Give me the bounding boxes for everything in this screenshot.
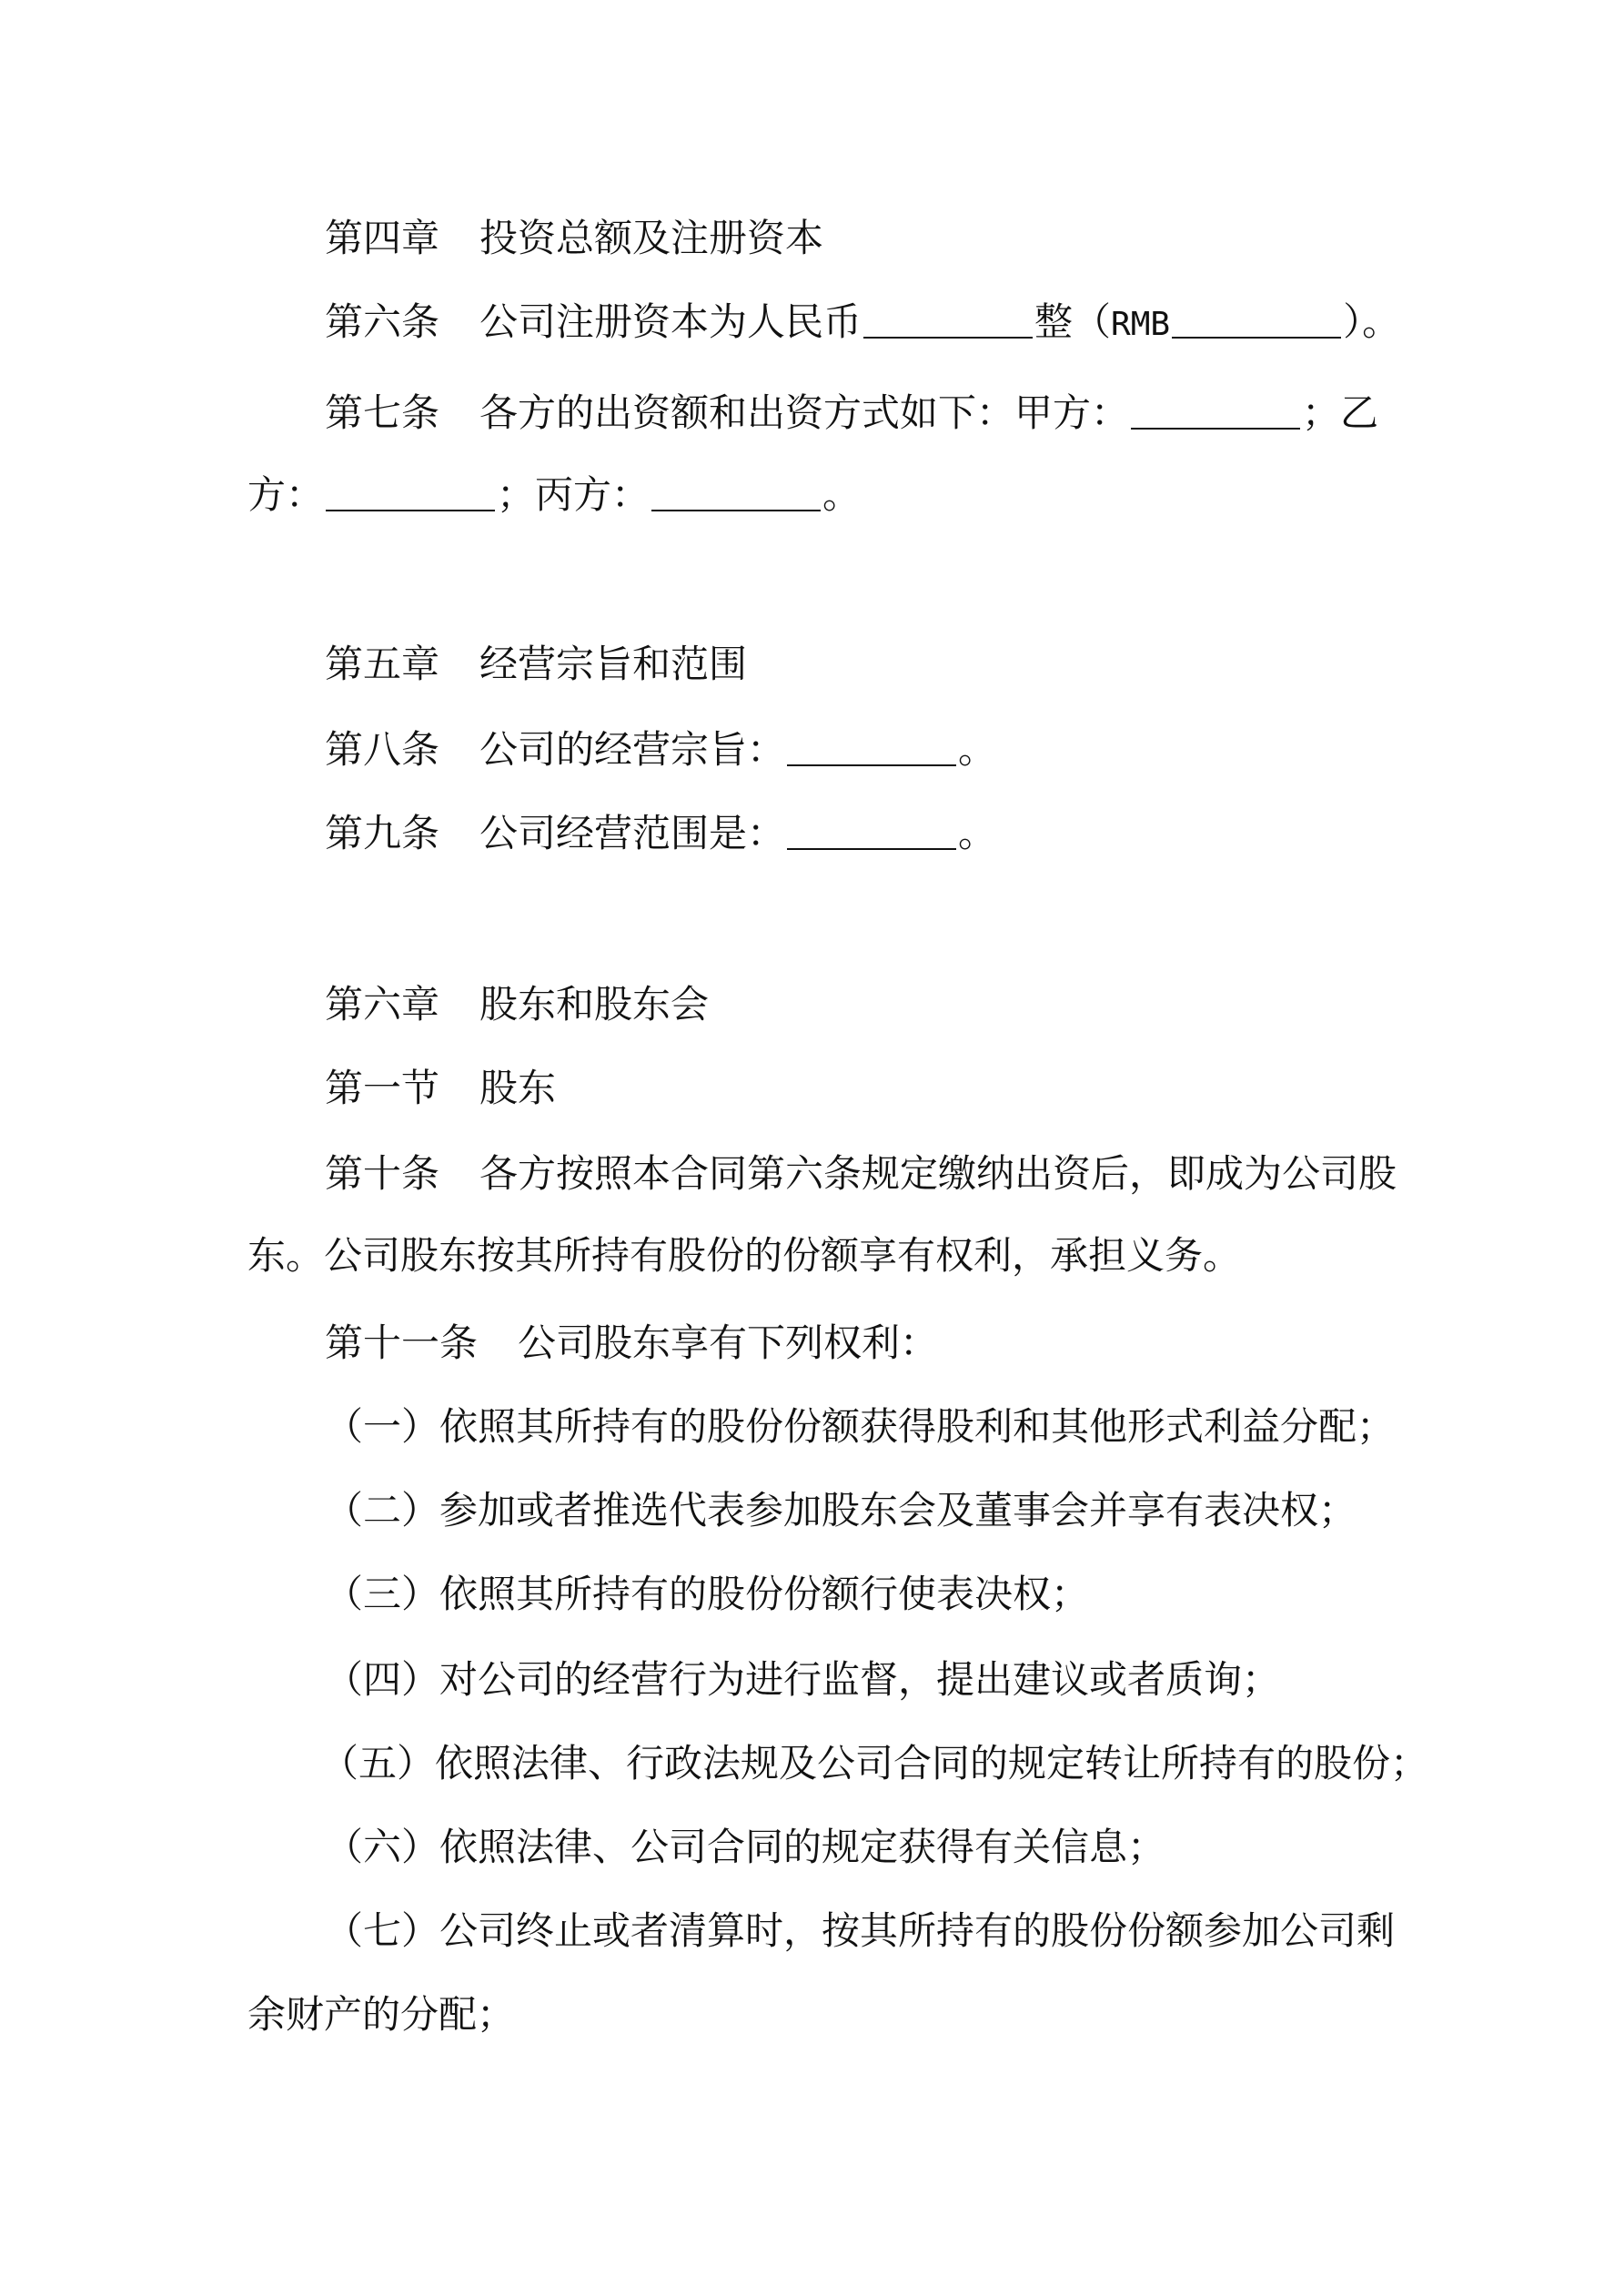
- business-purpose-blank[interactable]: [787, 730, 956, 766]
- article-text: 方：: [247, 472, 325, 517]
- section-label: 第一节: [325, 1066, 440, 1110]
- article-text: 各方的出资额和出资方式如下：甲方：: [479, 390, 1130, 435]
- section-title: 股东: [479, 1066, 557, 1110]
- article-text-after: ）。: [1343, 299, 1401, 344]
- article-10-line-1: [247, 1150, 1453, 1198]
- article-text: 公司经营范围是：: [479, 811, 786, 855]
- article-9: [247, 810, 1453, 857]
- currency-code: RMB: [1111, 306, 1171, 343]
- right-item-7-line-1: （七）公司终止或者清算时，按其所持有的股份份额参加公司剩: [325, 1908, 1396, 1953]
- section-1-heading: [247, 1065, 1453, 1112]
- registered-capital-blank[interactable]: [863, 302, 1033, 339]
- separator-text: ；乙: [1302, 390, 1379, 435]
- article-label: 第七条: [325, 390, 440, 435]
- article-7-line-1: [247, 389, 1453, 437]
- chapter-title: 股东和股东会: [479, 982, 710, 1027]
- party-b-contribution-blank[interactable]: [326, 475, 495, 511]
- right-item-7-line-2: 余财产的分配；: [247, 1992, 516, 2037]
- end-text: 。: [822, 472, 862, 517]
- article-text: 公司的经营宗旨：: [479, 727, 786, 772]
- article-text: 各方按照本合同第六条规定缴纳出资后，即成为公司股: [479, 1151, 1397, 1196]
- article-label: 第六条: [325, 299, 440, 344]
- article-6: [247, 298, 1453, 349]
- chapter-title: 经营宗旨和范围: [479, 642, 748, 686]
- right-item-5: （五）依照法律、行政法规及公司合同的规定转让所持有的股份；: [320, 1741, 1429, 1785]
- article-text: 公司注册资本为人民币: [479, 299, 862, 344]
- article-11: [247, 1320, 1453, 1367]
- article-text-middle: 整（: [1034, 299, 1112, 344]
- chapter-4-heading: [247, 215, 1453, 262]
- right-item-6: （六）依照法律、公司合同的规定获得有关信息；: [325, 1825, 1166, 1869]
- party-a-contribution-blank[interactable]: [1131, 393, 1300, 430]
- article-10-line-2: [247, 1232, 1376, 1279]
- registered-capital-rmb-blank[interactable]: [1172, 302, 1341, 339]
- party-c-contribution-blank[interactable]: [651, 475, 821, 511]
- chapter-title: 投资总额及注册资本: [479, 216, 824, 260]
- chapter-5-heading: [247, 641, 1453, 688]
- article-label: 第九条: [325, 811, 440, 855]
- business-scope-blank[interactable]: [787, 814, 956, 850]
- chapter-label: 第六章: [325, 982, 440, 1027]
- right-item-2: （二）参加或者推选代表参加股东会及董事会并享有表决权；: [325, 1488, 1357, 1532]
- end-text: 。: [958, 811, 997, 855]
- right-item-4: （四）对公司的经营行为进行监督，提出建议或者质询；: [325, 1657, 1281, 1702]
- article-7-line-2: [247, 471, 1376, 519]
- right-item-3: （三）依照其所持有的股份份额行使表决权；: [325, 1572, 1090, 1616]
- right-item-1: （一）依照其所持有的股份份额获得股利和其他形式利益分配；: [325, 1404, 1396, 1449]
- chapter-label: 第四章: [325, 216, 440, 260]
- article-text: 东。公司股东按其所持有股份的份额享有权利，承担义务。: [247, 1233, 1242, 1278]
- article-8: [247, 726, 1453, 774]
- chapter-label: 第五章: [325, 642, 440, 686]
- end-text: 。: [958, 727, 997, 772]
- article-text: 公司股东享有下列权利：: [518, 1320, 939, 1365]
- chapter-6-heading: [247, 981, 1453, 1028]
- separator-text: ；丙方：: [497, 472, 651, 517]
- article-label: 第八条: [325, 727, 440, 772]
- article-label: 第十条: [325, 1151, 440, 1196]
- article-label: 第十一条: [325, 1320, 479, 1365]
